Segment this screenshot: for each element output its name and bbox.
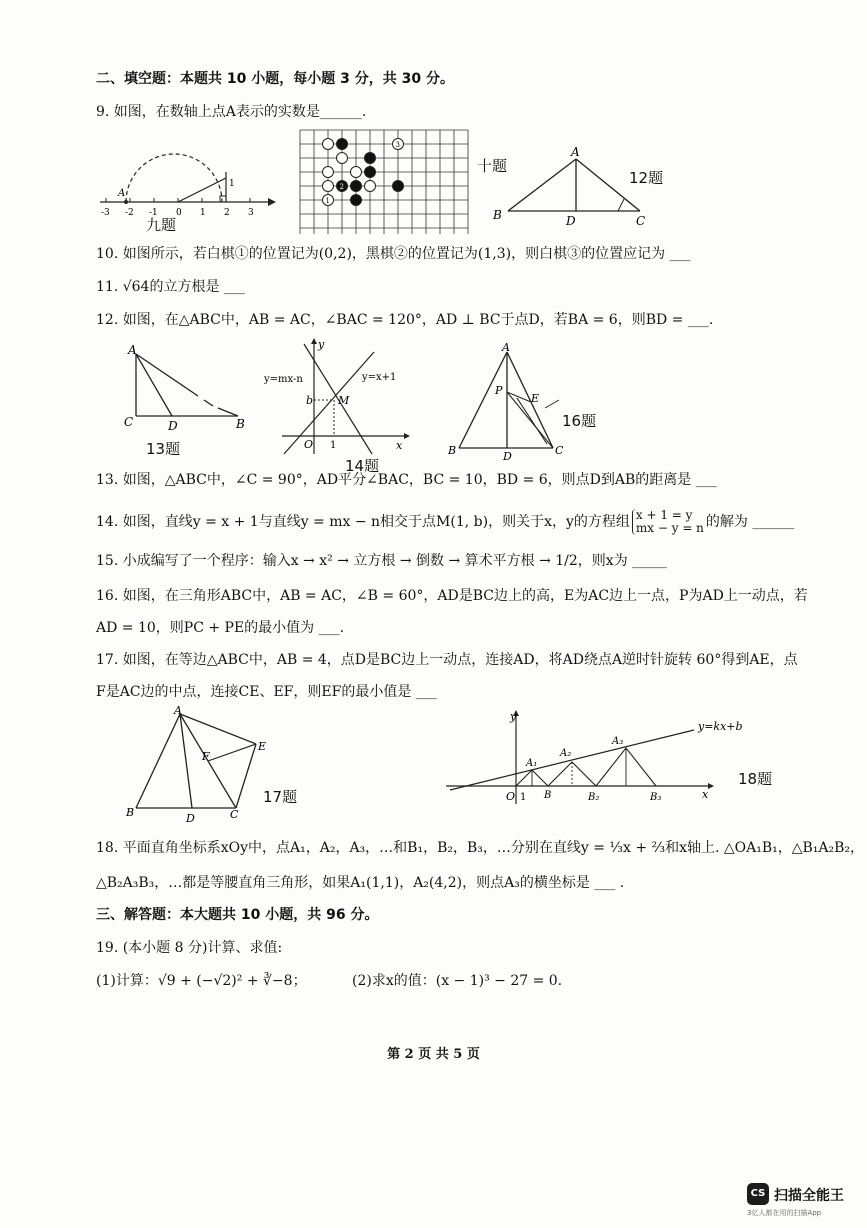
system-eq-2: mx − y = n [635,521,704,535]
white-stone [323,139,334,150]
question-14 [96,509,794,535]
section-3-heading: 三、解答题：本大题共 10 小题，共 96 分。 [96,907,379,923]
question-18-line2: △B₂A₃B₃，…都是等腰直角三角形，如果A₁(1,1)，A₂(4,2)，则点A₃的横坐标是 ___ . [96,875,625,891]
label-e: E [531,392,540,405]
stone-label-2: 2 [339,183,344,191]
white-stone [323,167,334,178]
black-stone [393,181,404,192]
stone-label-1: 1 [325,197,330,205]
label-d: D [186,812,195,825]
question-15: 15. 小成编写了一个程序：输入x → x² → 立方根 → 倒数 → 算术平方根 → 1/2，则x为 _____ [96,553,668,569]
line2-label: y=x+1 [362,372,397,383]
a1-label: A₁ [526,758,538,769]
label-c: C [124,415,134,429]
caption-fig14: 14题 [345,457,380,475]
caption-fig17: 17题 [263,788,298,806]
label-a: A [571,145,580,159]
white-stone [365,181,376,192]
x-axis-label: x [702,788,709,801]
label-b: B [493,208,502,222]
y-axis-label: y [318,338,325,351]
point-a-label: A [118,188,126,199]
b-label: b [306,394,314,407]
height-label: 1 [229,179,235,189]
label-a: A [502,341,510,354]
tick-label: -2 [125,208,134,218]
question-16-line2: AD = 10，则PC + PE的最小值为 ___. [96,620,345,636]
black-stone [351,181,362,192]
caption-fig13: 13题 [146,440,181,458]
tick-label: -3 [101,208,110,218]
label-c: C [555,444,564,457]
question-10: 10. 如图所示，若白棋①的位置记为(0,2)，黑棋②的位置记为(1,3)，则白棋③的位置应记为 ___ [96,246,691,262]
question-9: 9. 如图，在数轴上点A表示的实数是______. [96,104,367,120]
question-14-part2: 的解为 ______ [705,514,795,530]
caption-fig16: 16题 [562,412,597,430]
section-2-heading: 二、填空题：本题共 10 小题，每小题 3 分，共 30 分。 [96,71,454,87]
b1-label: B [544,790,552,801]
one-label: 1 [520,792,527,803]
question-17-line1: 17. 如图，在等边△ABC中，AB = 4，点D是BC边上一动点，连接AD，将AD绕点A逆时针旋转 60°得到AE，点 [96,652,798,668]
white-stone [351,167,362,178]
brand-tagline: 3亿人都在用的扫描App [747,1209,822,1217]
tick-label: 1 [200,208,206,218]
black-stone [365,153,376,164]
tick-label: 0 [176,208,182,218]
question-17-line2: F是AC边的中点，连接CE、EF，则EF的最小值是 ___ [96,684,437,700]
y-axis-label: y [510,710,517,723]
figure-18-coordinate [440,706,760,806]
brand-name: 扫描全能王 [774,1188,844,1204]
question-16-line1: 16. 如图，在三角形ABC中，AB = AC，∠B = 60°，AD是BC边上的高，E为AC边上一点，P为AD上一动点，若 [96,588,808,604]
question-12: 12. 如图，在△ABC中，AB = AC，∠BAC = 120°，AD ⊥ BC于点D，若BA = 6，则BD = ___. [96,312,714,328]
cs-logo-icon: CS [747,1183,769,1205]
arc [126,154,222,202]
label-b: B [126,806,135,819]
figure-13-triangle [118,342,258,434]
label-p: P [495,384,503,397]
label-b: B [448,444,457,457]
question-11: 11. √64的立方根是 ___ [96,279,245,295]
label-a: A [174,704,182,717]
line-label: y=kx+b [698,720,743,733]
x-axis-label: x [396,439,403,452]
question-14-part1: 14. 如图，直线y = x + 1与直线y = mx − n相交于点M(1, b)，则关于x，y的方程组 [96,514,630,530]
line1-label: y=mx-n [264,374,303,385]
m-label: M [338,394,350,407]
label-a: A [128,343,137,357]
label-c: C [636,214,646,228]
question-19-part2: (2)求x的值：(x − 1)³ − 27 = 0. [352,973,563,989]
tick-label: -1 [149,208,158,218]
figure-16-triangle [445,340,575,462]
label-b: B [236,417,245,431]
origin-label: O [304,438,314,451]
label-d: D [503,450,512,462]
a2-label: A₂ [560,748,572,759]
caption-fig12: 12题 [629,169,664,187]
label-c: C [230,808,239,821]
figure-10-go-board [298,126,470,238]
tick-label: 3 [248,208,254,218]
label-e: E [258,740,267,753]
stone-label-3: 3 [395,141,400,149]
black-stone [337,139,348,150]
question-19-part1: (1)计算：√9 + (−√2)² + ∛−8； [96,973,307,989]
page-number: 第 2 页 共 5 页 [387,1047,480,1062]
equation-system [632,509,704,535]
b2-label: B₂ [588,792,600,803]
black-stone [365,167,376,178]
label-f: F [202,750,210,763]
question-13: 13. 如图，△ABC中，∠C = 90°，AD平分∠BAC，BC = 10，BD = 6，则点D到AB的距离是 ___ [96,472,717,488]
white-stone [323,181,334,192]
caption-fig18: 18题 [738,770,773,788]
label-d: D [566,214,576,228]
black-stone [351,195,362,206]
b3-label: B₃ [650,792,662,803]
label-d: D [168,419,178,433]
figure-14-lines [262,336,412,458]
figure-17-equilateral [122,704,272,826]
one-label: 1 [330,440,337,451]
a3-label: A₃ [612,736,624,747]
caption-fig10: 十题 [477,157,508,175]
caption-fig9: 九题 [146,216,177,234]
white-stone [337,153,348,164]
question-18-line1: 18. 平面直角坐标系xOy中，点A₁，A₂，A₃，…和B₁，B₂，B₃，…分别在直线y = ⅓x + ⅔和x轴上. △OA₁B₁，△B₁A₂B₂， [96,840,865,856]
system-eq-1: x + 1 = y [635,508,693,522]
question-19-title: 19. (本小题 8 分)计算、求值: [96,940,283,956]
tick-label: 2 [224,208,230,218]
origin-label: O [506,790,516,803]
figure-9-number-line [96,132,276,232]
